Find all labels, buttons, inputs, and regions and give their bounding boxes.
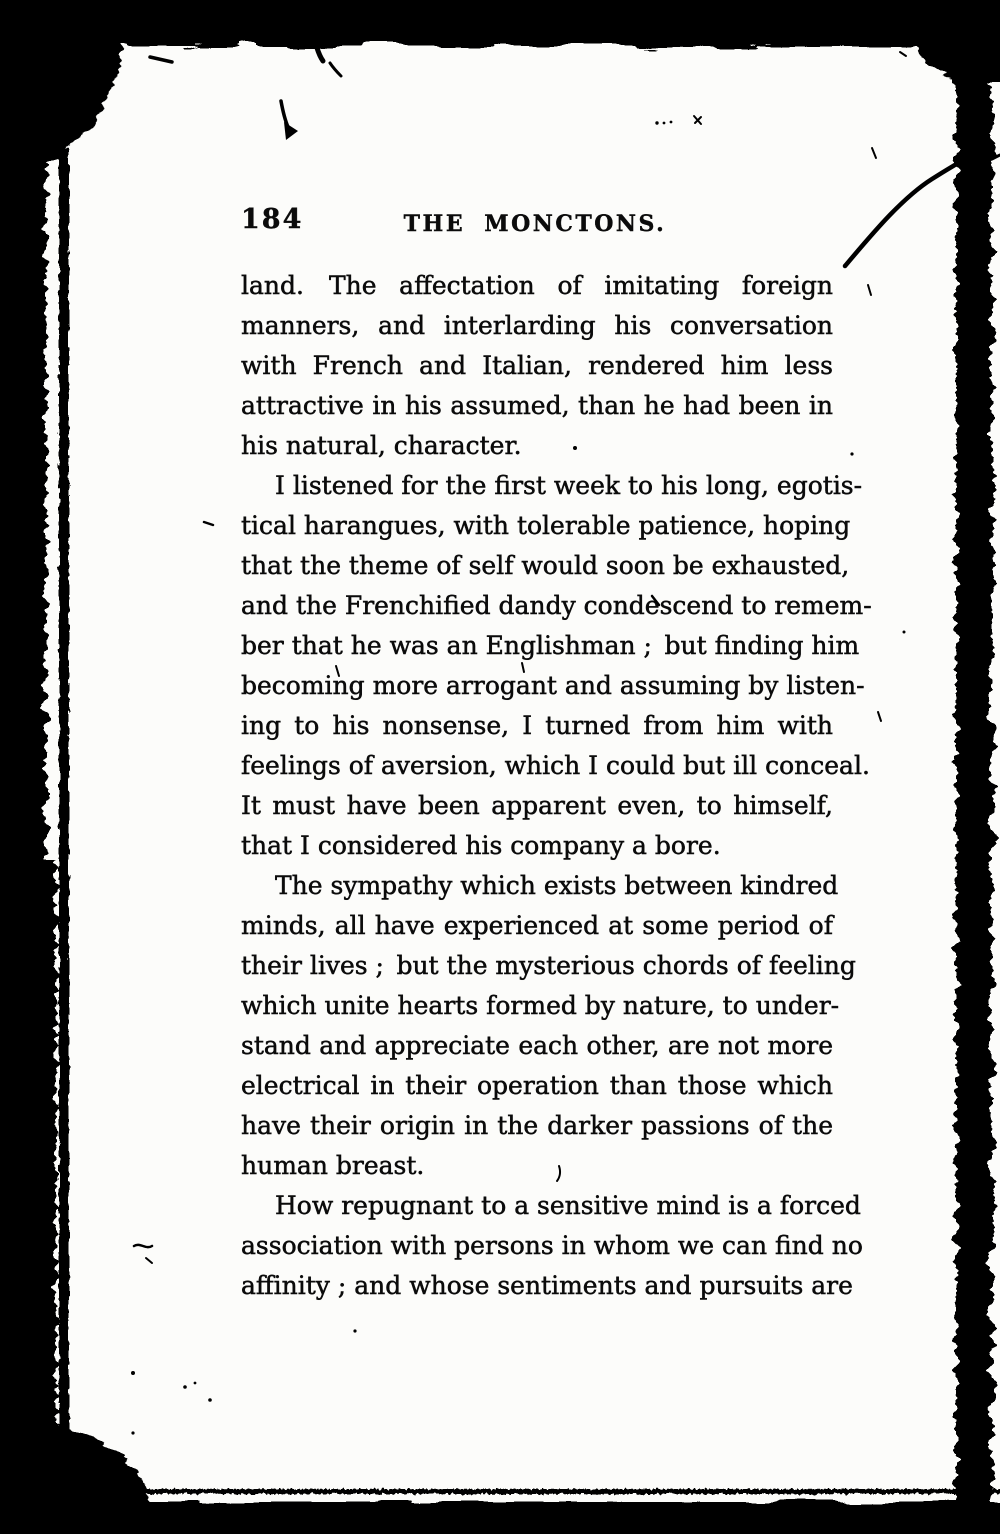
text-line: that the theme of self would soon be exhausted, (241, 551, 850, 580)
paragraph (241, 1186, 863, 1306)
ink-swoosh-tail (992, 155, 1000, 159)
text-line: electrical in their operation than those which (241, 1071, 833, 1100)
ink-apostrophe-mark (868, 285, 871, 295)
running-title: THE MONCTONS. (403, 211, 667, 237)
text-line: stand and appreciate each other, are not more (241, 1031, 833, 1060)
text-line: ing to his nonsense, I turned from him with (241, 711, 833, 740)
scan-bottom-rule (62, 1489, 1000, 1494)
text-line: How repugnant to a sensitive mind is a forced (275, 1191, 861, 1220)
scan-edge-top (0, 0, 1000, 46)
text-line: feelings of aversion, which I could but ill conceal. (241, 751, 870, 780)
ink-swoosh-curve (845, 160, 963, 266)
text-line: human breast. (241, 1151, 425, 1180)
ink-tick (146, 1258, 152, 1263)
text-line: association with persons in whom we can find no (241, 1231, 863, 1260)
text-line: The sympathy which exists between kindred (275, 871, 839, 900)
text-line: minds, all have experienced at some period of (241, 911, 833, 940)
ink-tick (872, 148, 876, 158)
text-line: their lives ; but the mysterious chords of feeling (241, 951, 856, 980)
text-line: manners, and interlarding his conversation (241, 311, 833, 340)
ink-speck (903, 631, 906, 634)
text-line: have their origin in the darker passions of the (241, 1111, 833, 1140)
ink-tick (900, 52, 906, 56)
text-line: his natural, character. (241, 431, 522, 460)
ink-dash-left-margin (204, 522, 213, 525)
text-line: that I considered his company a bore. (241, 831, 721, 860)
ink-speck (663, 122, 666, 125)
text-line: ber that he was an Englishman ; but finding him (241, 631, 860, 660)
ink-hook-tail (330, 63, 341, 76)
ink-speck (194, 1382, 197, 1385)
text-line: affinity ; and whose sentiments and pursuits are (241, 1271, 853, 1300)
text-line: with French and Italian, rendered him less (241, 351, 833, 380)
scan-edge-right-bar (956, 0, 992, 1534)
ink-speck (131, 1431, 134, 1434)
ink-cross-speck (694, 116, 701, 124)
text-line: I listened for the first week to his long, egotis- (275, 471, 863, 500)
ink-speck (208, 1398, 212, 1402)
ink-dash-top-left (150, 57, 172, 62)
ink-speck (353, 1329, 356, 1332)
ink-apostrophe-mark (878, 712, 881, 721)
text-line: and the Frenchified dandy condescend to remem- (241, 591, 872, 620)
ink-arrow-shaft (281, 101, 288, 127)
ink-speck (670, 121, 673, 124)
text-line: becoming more arrogant and assuming by listen- (241, 671, 865, 700)
ink-speck (131, 1371, 135, 1375)
ink-arrow-head (284, 122, 298, 140)
ink-speck (655, 121, 658, 124)
paragraph (241, 866, 856, 1186)
text-line: land. The affectation of imitating foreign (241, 271, 833, 300)
text-line: attractive in his assumed, than he had been in (241, 391, 833, 420)
scan-edge-bottom (0, 1502, 1000, 1534)
text-block (241, 266, 872, 1306)
ink-squiggle-left (134, 1245, 152, 1247)
paragraph (241, 466, 872, 866)
scan-gutter-line (59, 148, 69, 1484)
ink-speck (183, 1385, 187, 1389)
text-line: tical harangues, with tolerable patience, hoping (241, 511, 851, 540)
paragraph (241, 266, 833, 466)
page-number: 184 (241, 204, 304, 235)
text-line: which unite hearts formed by nature, to under- (241, 991, 840, 1020)
text-line: It must have been apparent even, to himself, (241, 791, 833, 820)
ink-speck (850, 452, 853, 455)
